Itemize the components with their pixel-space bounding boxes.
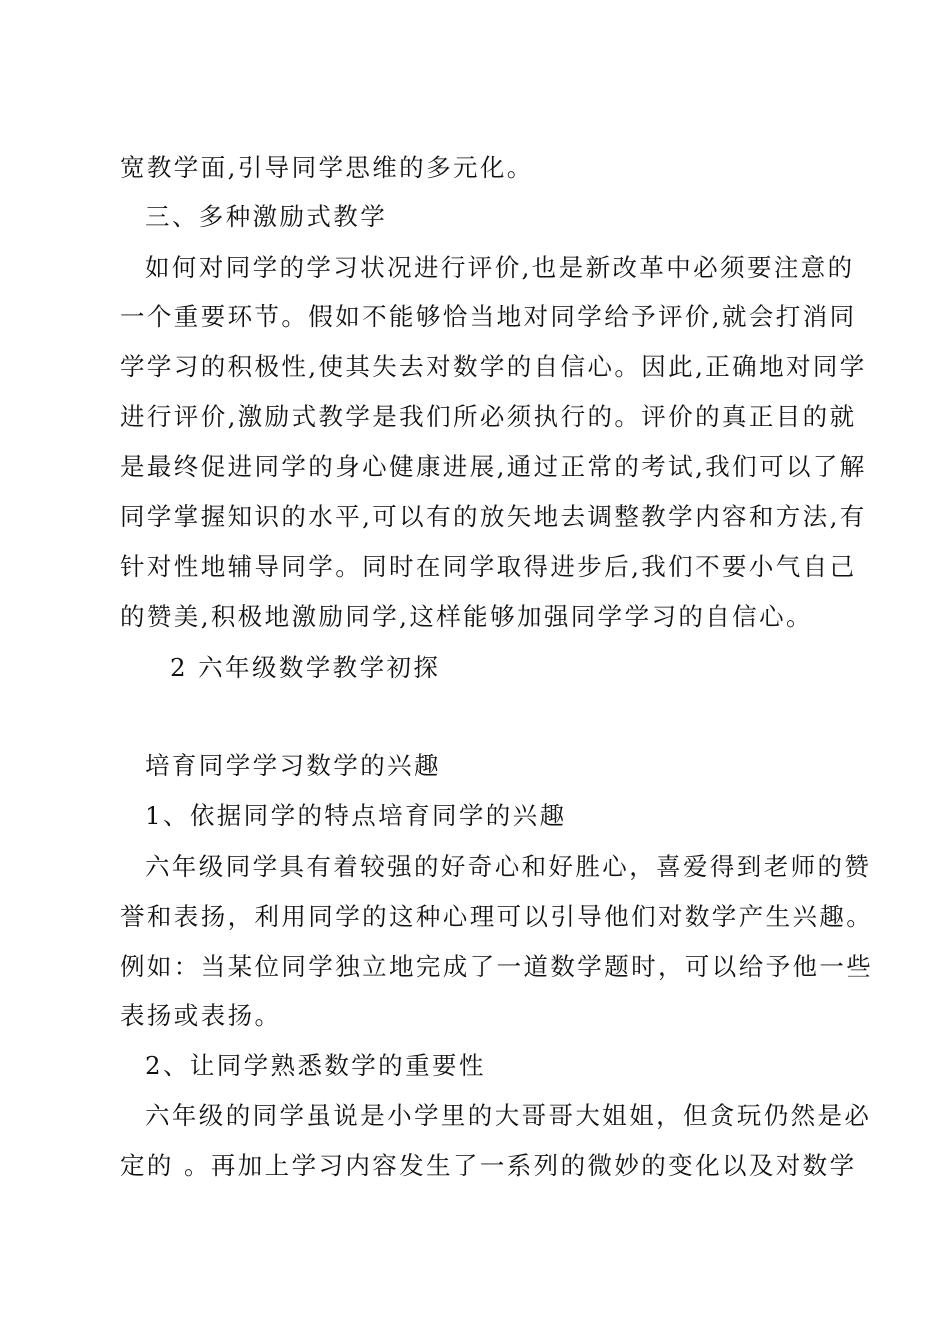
body-text-line: 针对性地辅导同学。同时在同学取得进步后,我们不要小气自己 [120, 552, 857, 581]
paragraph-first-line: 六年级同学具有着较强的好奇心和好胜心，喜爱得到老师的赞 [145, 852, 872, 881]
body-text-line: 的赞美,积极地激励同学,这样能够加强同学学习的自信心。 [120, 602, 813, 631]
section-heading: 三、多种激励式教学 [145, 202, 388, 231]
subsection-heading: 1、依据同学的特点培育同学的兴趣 [145, 801, 567, 830]
paragraph-first-line: 六年级的同学虽说是小学里的大哥哥大姐姐，但贪玩仍然是必 [145, 1101, 872, 1130]
body-text-line: 例如：当某位同学独立地完成了一道数学题时，可以给予他一些 [120, 952, 874, 981]
body-text-line: 同学掌握知识的水平,可以有的放矢地去调整教学内容和方法,有 [120, 502, 867, 531]
body-text-line: 学学习的积极性,使其失去对数学的自信心。因此,正确地对同学 [120, 352, 867, 381]
body-text-line: 宽教学面,引导同学思维的多元化。 [120, 153, 534, 182]
body-text-line: 进行评价,激励式教学是我们所必须执行的。评价的真正目的就 [120, 402, 857, 431]
section-heading: 培育同学学习数学的兴趣 [145, 751, 441, 780]
article-title: 2 六年级数学教学初探 [170, 653, 441, 682]
subsection-heading: 2、让同学熟悉数学的重要性 [145, 1051, 486, 1080]
body-text-line: 一个重要环节。假如不能够恰当地对同学给予评价,就会打消同 [120, 302, 857, 331]
body-text-line: 定的 。再加上学习内容发生了一系列的微妙的变化以及对数学 [120, 1151, 857, 1180]
body-text-line: 是最终促进同学的身心健康进展,通过正常的考试,我们可以了解 [120, 452, 867, 481]
body-text-line: 表扬或表扬。 [120, 1001, 282, 1030]
body-text-line: 誉和表扬，利用同学的这种心理可以引导他们对数学产生兴趣。 [120, 902, 874, 931]
paragraph-first-line: 如何对同学的学习状况进行评价,也是新改革中必须要注意的 [145, 253, 855, 282]
